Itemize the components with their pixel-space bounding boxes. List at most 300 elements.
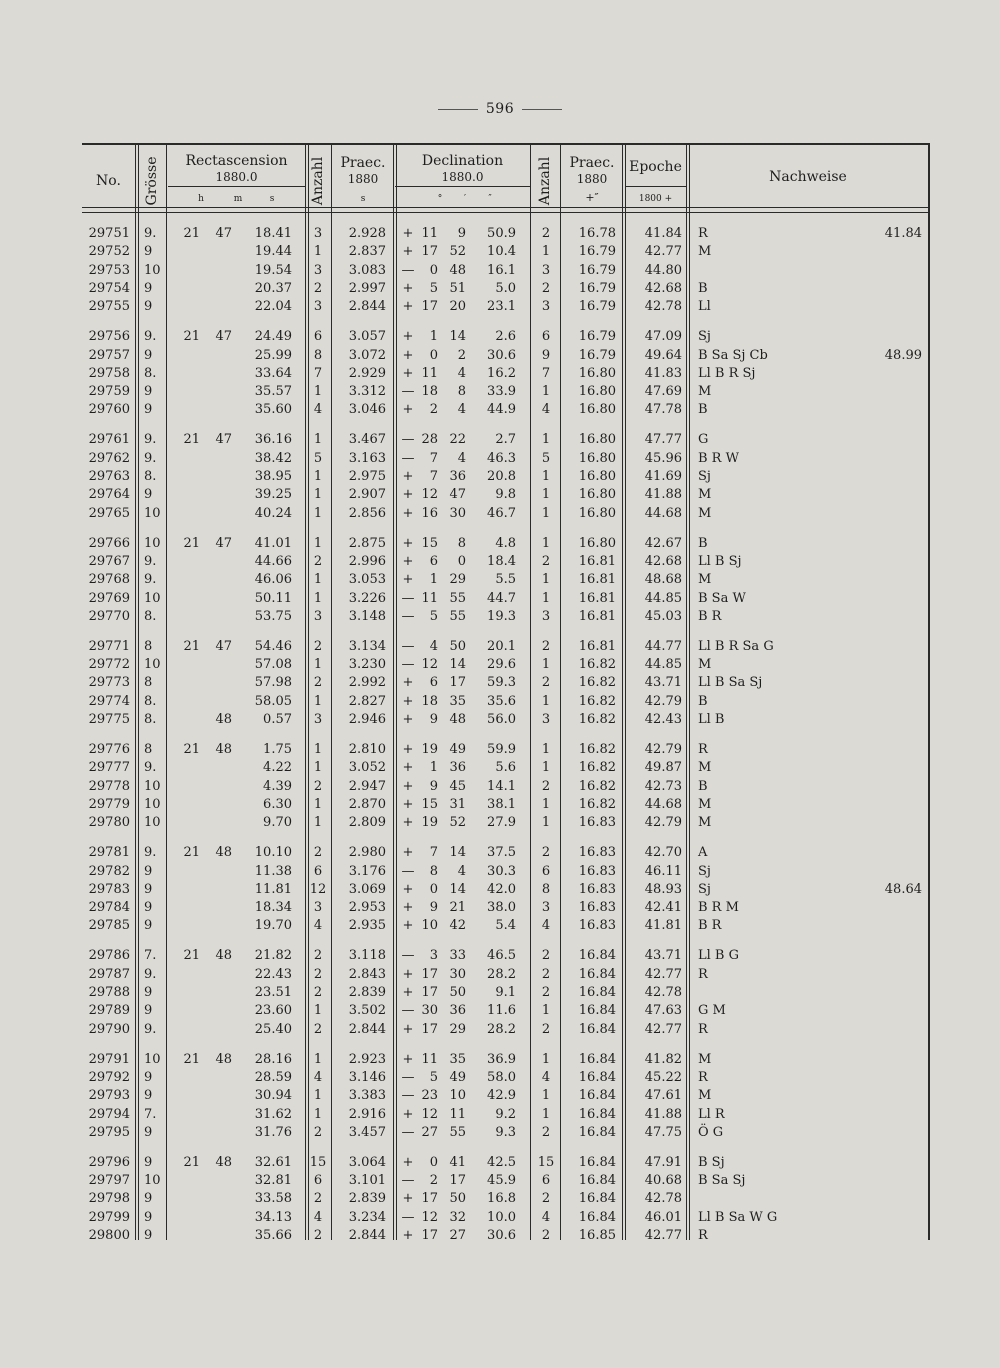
row-ra-seconds: 23.51 [254,985,292,1000]
row-number: 29799 [88,1209,130,1225]
row-anzahl-dec: 1 [541,796,551,812]
row-praec-ra: 3.502 [348,1003,386,1019]
row-epoche: 42.78 [644,299,682,315]
header-anzahl-1: Anzahl [310,156,326,206]
row-nachweise: M [698,1051,712,1067]
row-praec-ra: 3.176 [348,863,386,879]
row-praec-dec: 16.82 [578,693,616,709]
table-row [82,1172,930,1190]
row-nachweise: Sj [698,881,711,897]
row-ra-hours: 21 [183,948,200,964]
row-anzahl-ra: 2 [313,1124,323,1140]
row-anzahl-ra: 15 [309,1154,327,1170]
row-dec-degrees: 23 [421,1088,438,1104]
row-dec-degrees: 8 [429,863,438,879]
row-ra-seconds: 0.57 [263,712,292,727]
table-row [82,711,930,729]
row-dec-degrees: 1 [429,329,438,345]
row-number: 29763 [88,469,130,484]
row-dec-degrees: 16 [421,505,438,521]
row-number: 29765 [88,505,130,521]
row-ra-seconds: 39.25 [254,487,292,503]
table-row [82,590,930,608]
row-epoche: 42.79 [644,742,682,757]
row-nachweise: Ll B Sj [698,553,742,569]
row-dec-sign: — [401,450,415,466]
table-row [82,693,930,711]
table-row [82,674,930,692]
row-praec-ra: 2.843 [348,966,386,982]
row-dec-sign: + [402,402,414,418]
row-praec-ra: 3.101 [348,1173,386,1189]
row-anzahl-dec: 2 [541,948,551,964]
row-nachweise: Ll [698,299,711,315]
row-praec-ra: 3.052 [348,760,386,776]
row-dec-degrees: 19 [421,815,438,831]
row-dec-minutes: 30 [449,505,466,521]
row-epoche: 47.69 [644,384,682,400]
header-dec-epoch: 1880.0 [441,170,484,184]
table-row [82,468,930,486]
row-nachweise: R [698,1228,708,1243]
row-groesse: 8. [144,693,157,709]
row-groesse: 9 [144,299,153,315]
header-dec-title: Declination [421,153,504,169]
row-praec-ra: 2.935 [348,918,386,934]
row-praec-ra: 2.839 [348,985,386,1000]
table-row [82,1106,930,1124]
row-anzahl-ra: 4 [313,402,323,418]
row-number: 29751 [88,226,130,241]
row-anzahl-dec: 1 [541,657,551,673]
header-ra-h: h [198,194,204,204]
row-nachweise: R [698,742,708,757]
row-dec-sign: — [401,1124,415,1140]
row-number: 29797 [88,1173,130,1189]
row-nachweise: Sj [698,863,711,879]
row-groesse: 8. [144,365,157,381]
row-anzahl-ra: 1 [313,487,323,503]
row-ra-seconds: 9.70 [263,815,292,831]
row-ra-seconds: 11.38 [254,863,292,879]
row-dec-minutes: 50 [449,638,466,654]
row-dec-seconds: 10.0 [487,1209,516,1225]
row-anzahl-dec: 2 [541,985,551,1000]
row-dec-degrees: 0 [429,262,438,278]
row-number: 29784 [88,900,130,916]
row-anzahl-ra: 6 [313,863,323,879]
row-praec-ra: 3.457 [348,1124,386,1140]
row-ra-seconds: 18.34 [254,900,292,916]
row-dec-degrees: 17 [421,244,438,260]
rule-ra-sub [168,186,305,187]
row-anzahl-dec: 1 [541,1003,551,1019]
row-groesse: 9 [144,881,153,897]
row-dec-sign: + [402,505,414,521]
table-row [82,365,930,383]
row-dec-seconds: 30.3 [487,863,516,879]
row-praec-dec: 16.81 [578,638,616,654]
row-anzahl-dec: 3 [541,900,551,916]
header-praec1-epoch: 1880 [347,172,379,186]
row-praec-dec: 16.80 [578,365,616,381]
row-dec-seconds: 35.6 [487,693,516,709]
row-praec-dec: 16.78 [578,226,616,241]
row-praec-dec: 16.81 [578,590,616,606]
row-anzahl-ra: 7 [313,365,323,381]
star-catalogue-table [82,143,930,1243]
row-dec-sign: + [402,1191,414,1207]
row-ra-seconds: 33.58 [254,1191,292,1207]
row-dec-degrees: 11 [421,1051,438,1067]
row-dec-seconds: 2.7 [495,432,516,448]
row-nachweise: Ö G [698,1124,724,1140]
row-epoche: 48.93 [644,881,682,897]
row-nachweise: M [698,487,712,503]
row-epoche: 42.68 [644,553,682,569]
row-praec-ra: 2.870 [348,796,386,812]
row-dec-degrees: 12 [421,487,438,503]
row-ra-minutes: 48 [215,712,232,727]
row-dec-degrees: 17 [421,966,438,982]
row-number: 29791 [88,1051,130,1067]
row-anzahl-ra: 3 [313,900,323,916]
row-number: 29783 [88,881,130,897]
row-anzahl-dec: 1 [541,505,551,521]
row-praec-dec: 16.80 [578,450,616,466]
row-praec-dec: 16.84 [578,1088,616,1104]
row-anzahl-dec: 1 [541,742,551,757]
row-anzahl-dec: 2 [541,1124,551,1140]
row-groesse: 8 [144,675,153,691]
row-dec-sign: — [401,1173,415,1189]
row-ra-seconds: 58.05 [254,693,292,709]
row-number: 29793 [88,1088,130,1104]
row-anzahl-ra: 1 [313,572,323,588]
row-anzahl-ra: 6 [313,329,323,345]
row-praec-ra: 2.929 [348,365,386,381]
row-dec-seconds: 5.4 [495,918,516,934]
row-ra-seconds: 35.60 [254,402,292,418]
row-anzahl-dec: 2 [541,966,551,982]
row-nachweise: R [698,1069,708,1085]
row-groesse: 9 [144,1088,153,1104]
row-dec-sign: + [402,280,414,296]
header-praec1-title: Praec. [340,155,386,171]
row-epoche: 41.84 [644,226,682,241]
row-nachweise: B [698,535,708,551]
row-dec-degrees: 17 [421,1021,438,1037]
row-dec-sign: + [402,985,414,1000]
row-nachweise: Ll B R Sa G [698,638,774,654]
row-dec-minutes: 4 [457,863,466,879]
row-praec-dec: 16.83 [578,881,616,897]
row-groesse: 9 [144,244,153,260]
row-ra-seconds: 1.75 [263,742,292,757]
row-dec-sign: + [402,469,414,484]
row-dec-sign: + [402,244,414,260]
row-ra-seconds: 20.37 [254,280,292,296]
row-anzahl-dec: 1 [541,487,551,503]
row-ra-seconds: 19.54 [254,262,292,278]
row-number: 29790 [88,1021,130,1037]
row-praec-ra: 2.844 [348,1021,386,1037]
row-ra-minutes: 48 [215,1051,232,1067]
row-praec-ra: 2.809 [348,815,386,831]
row-epoche: 47.63 [644,1003,682,1019]
row-ra-seconds: 46.06 [254,572,292,588]
row-nachweise: Ll B R Sj [698,365,756,381]
row-epoche: 47.61 [644,1088,682,1104]
row-anzahl-ra: 3 [313,226,323,241]
row-epoche: 42.78 [644,985,682,1000]
row-epoche: 46.01 [644,1209,682,1225]
row-dec-degrees: 12 [421,657,438,673]
row-dec-sign: + [402,778,414,794]
row-dec-sign: + [402,742,414,757]
row-dec-minutes: 36 [449,760,466,776]
row-dec-minutes: 55 [449,1124,466,1140]
table-row [82,814,930,832]
row-number: 29798 [88,1191,130,1207]
row-anzahl-ra: 4 [313,1069,323,1085]
row-praec-ra: 3.064 [348,1154,386,1170]
row-dec-minutes: 4 [457,450,466,466]
row-praec-dec: 16.83 [578,863,616,879]
row-epoche: 44.85 [644,590,682,606]
row-praec-ra: 3.312 [348,384,386,400]
row-anzahl-dec: 1 [541,244,551,260]
row-dec-sign: — [401,1209,415,1225]
row-nachweise: Ll R [698,1106,725,1122]
row-anzahl-dec: 7 [541,365,551,381]
row-groesse: 9. [144,450,157,466]
row-ra-seconds: 54.46 [254,638,292,654]
row-anzahl-dec: 2 [541,280,551,296]
row-dec-minutes: 22 [449,432,466,448]
row-dec-degrees: 1 [429,572,438,588]
row-groesse: 9 [144,1069,153,1085]
row-dec-seconds: 16.8 [487,1191,516,1207]
row-groesse: 9. [144,553,157,569]
row-groesse: 9 [144,863,153,879]
header-epoche-unit: 1800 + [638,194,673,204]
table-row [82,863,930,881]
row-dec-minutes: 17 [449,1173,466,1189]
row-dec-sign: + [402,760,414,776]
row-ra-seconds: 35.66 [254,1228,292,1243]
row-dec-minutes: 31 [449,796,466,812]
row-anzahl-dec: 3 [541,299,551,315]
row-nachweise: B [698,778,708,794]
row-dec-seconds: 46.3 [487,450,516,466]
row-dec-sign: — [401,1088,415,1104]
row-dec-seconds: 16.1 [487,262,516,278]
rule-dec-sub [395,186,530,187]
row-note: 48.99 [884,347,922,363]
row-dec-degrees: 1 [429,760,438,776]
row-dec-sign: + [402,572,414,588]
row-anzahl-dec: 2 [541,1191,551,1207]
row-number: 29767 [88,553,130,569]
row-anzahl-ra: 1 [313,244,323,260]
row-epoche: 47.75 [644,1124,682,1140]
row-dec-minutes: 0 [457,553,466,569]
row-anzahl-dec: 1 [541,760,551,776]
row-number: 29794 [88,1106,130,1122]
row-anzahl-ra: 2 [313,638,323,654]
row-praec-dec: 16.83 [578,918,616,934]
row-ra-seconds: 21.82 [254,948,292,964]
row-dec-sign: — [401,1003,415,1019]
row-ra-seconds: 31.76 [254,1124,292,1140]
row-epoche: 47.09 [644,329,682,345]
row-nachweise: R [698,1021,708,1037]
row-number: 29752 [88,244,130,260]
row-dec-minutes: 51 [449,280,466,296]
row-praec-dec: 16.79 [578,280,616,296]
row-dec-minutes: 33 [449,948,466,964]
row-dec-degrees: 12 [421,1209,438,1225]
row-anzahl-dec: 1 [541,590,551,606]
row-praec-ra: 3.053 [348,572,386,588]
row-epoche: 41.83 [644,365,682,381]
row-anzahl-dec: 2 [541,553,551,569]
table-row [82,328,930,346]
row-number: 29754 [88,280,130,296]
row-dec-seconds: 5.0 [495,280,516,296]
row-anzahl-ra: 1 [313,815,323,831]
row-dec-sign: + [402,796,414,812]
row-dec-degrees: 9 [429,712,438,727]
row-number: 29785 [88,918,130,934]
row-praec-ra: 2.916 [348,1106,386,1122]
row-praec-ra: 3.146 [348,1069,386,1085]
table-row [82,535,930,553]
row-praec-ra: 3.148 [348,608,386,624]
row-dec-sign: + [402,1021,414,1037]
row-praec-ra: 2.992 [348,675,386,691]
row-ra-seconds: 44.66 [254,553,292,569]
row-ra-seconds: 11.81 [254,881,292,897]
row-groesse: 9. [144,845,157,861]
row-number: 29773 [88,675,130,691]
row-groesse: 9 [144,900,153,916]
row-anzahl-dec: 2 [541,845,551,861]
row-anzahl-ra: 1 [313,742,323,757]
row-dec-seconds: 46.7 [487,505,516,521]
row-dec-minutes: 50 [449,985,466,1000]
row-ra-seconds: 33.64 [254,365,292,381]
row-dec-degrees: 7 [429,845,438,861]
row-number: 29782 [88,863,130,879]
row-dec-seconds: 59.3 [487,675,516,691]
row-dec-minutes: 41 [449,1154,466,1170]
row-dec-seconds: 20.8 [487,469,516,484]
row-epoche: 43.71 [644,948,682,964]
row-dec-minutes: 20 [449,299,466,315]
row-dec-sign: — [401,590,415,606]
row-dec-sign: + [402,845,414,861]
row-epoche: 42.77 [644,1228,682,1243]
row-number: 29758 [88,365,130,381]
row-dec-degrees: 0 [429,347,438,363]
row-groesse: 9 [144,985,153,1000]
row-ra-seconds: 25.40 [254,1021,292,1037]
row-dec-seconds: 14.1 [487,778,516,794]
row-anzahl-ra: 3 [313,262,323,278]
header-anzahl-2: Anzahl [537,156,553,206]
row-anzahl-dec: 3 [541,608,551,624]
row-praec-ra: 2.827 [348,693,386,709]
row-epoche: 41.88 [644,1106,682,1122]
row-praec-ra: 3.134 [348,638,386,654]
row-groesse: 9. [144,329,157,345]
row-dec-minutes: 52 [449,815,466,831]
row-anzahl-ra: 2 [313,553,323,569]
row-ra-seconds: 50.11 [254,590,292,606]
row-anzahl-ra: 2 [313,966,323,982]
row-anzahl-ra: 1 [313,384,323,400]
row-anzahl-dec: 1 [541,1088,551,1104]
row-dec-degrees: 28 [421,432,438,448]
row-ra-seconds: 36.16 [254,432,292,448]
row-nachweise: A [698,845,708,861]
row-dec-minutes: 52 [449,244,466,260]
row-dec-seconds: 28.2 [487,1021,516,1037]
row-praec-ra: 2.844 [348,1228,386,1243]
row-epoche: 48.68 [644,572,682,588]
page-number-text: 596 [485,101,515,117]
row-groesse: 9 [144,402,153,418]
row-dec-seconds: 46.5 [487,948,516,964]
row-dec-minutes: 8 [457,384,466,400]
row-dec-seconds: 56.0 [487,712,516,727]
row-ra-minutes: 48 [215,948,232,964]
row-dec-degrees: 18 [421,384,438,400]
row-groesse: 7. [144,1106,157,1122]
row-nachweise: Ll B Sa W G [698,1209,778,1225]
row-groesse: 10 [144,1051,161,1067]
table-row [82,966,930,984]
row-number: 29764 [88,487,130,503]
row-dec-seconds: 9.3 [495,1124,516,1140]
row-nachweise: M [698,796,712,812]
row-epoche: 42.79 [644,815,682,831]
row-anzahl-dec: 4 [541,1069,551,1085]
row-epoche: 42.79 [644,693,682,709]
row-epoche: 42.70 [644,845,682,861]
row-number: 29780 [88,815,130,831]
row-dec-seconds: 23.1 [487,299,516,315]
row-dec-seconds: 29.6 [487,657,516,673]
row-praec-ra: 3.072 [348,347,386,363]
row-epoche: 42.78 [644,1191,682,1207]
row-praec-dec: 16.84 [578,1069,616,1085]
row-ra-hours: 21 [183,535,200,551]
row-nachweise: M [698,384,712,400]
row-dec-minutes: 9 [457,226,466,241]
row-dec-degrees: 10 [421,918,438,934]
row-anzahl-ra: 1 [313,1106,323,1122]
row-dec-sign: + [402,815,414,831]
row-anzahl-ra: 3 [313,608,323,624]
row-nachweise: M [698,505,712,521]
row-dec-seconds: 38.0 [487,900,516,916]
row-anzahl-dec: 1 [541,693,551,709]
row-anzahl-ra: 12 [309,881,327,897]
row-dec-degrees: 9 [429,900,438,916]
